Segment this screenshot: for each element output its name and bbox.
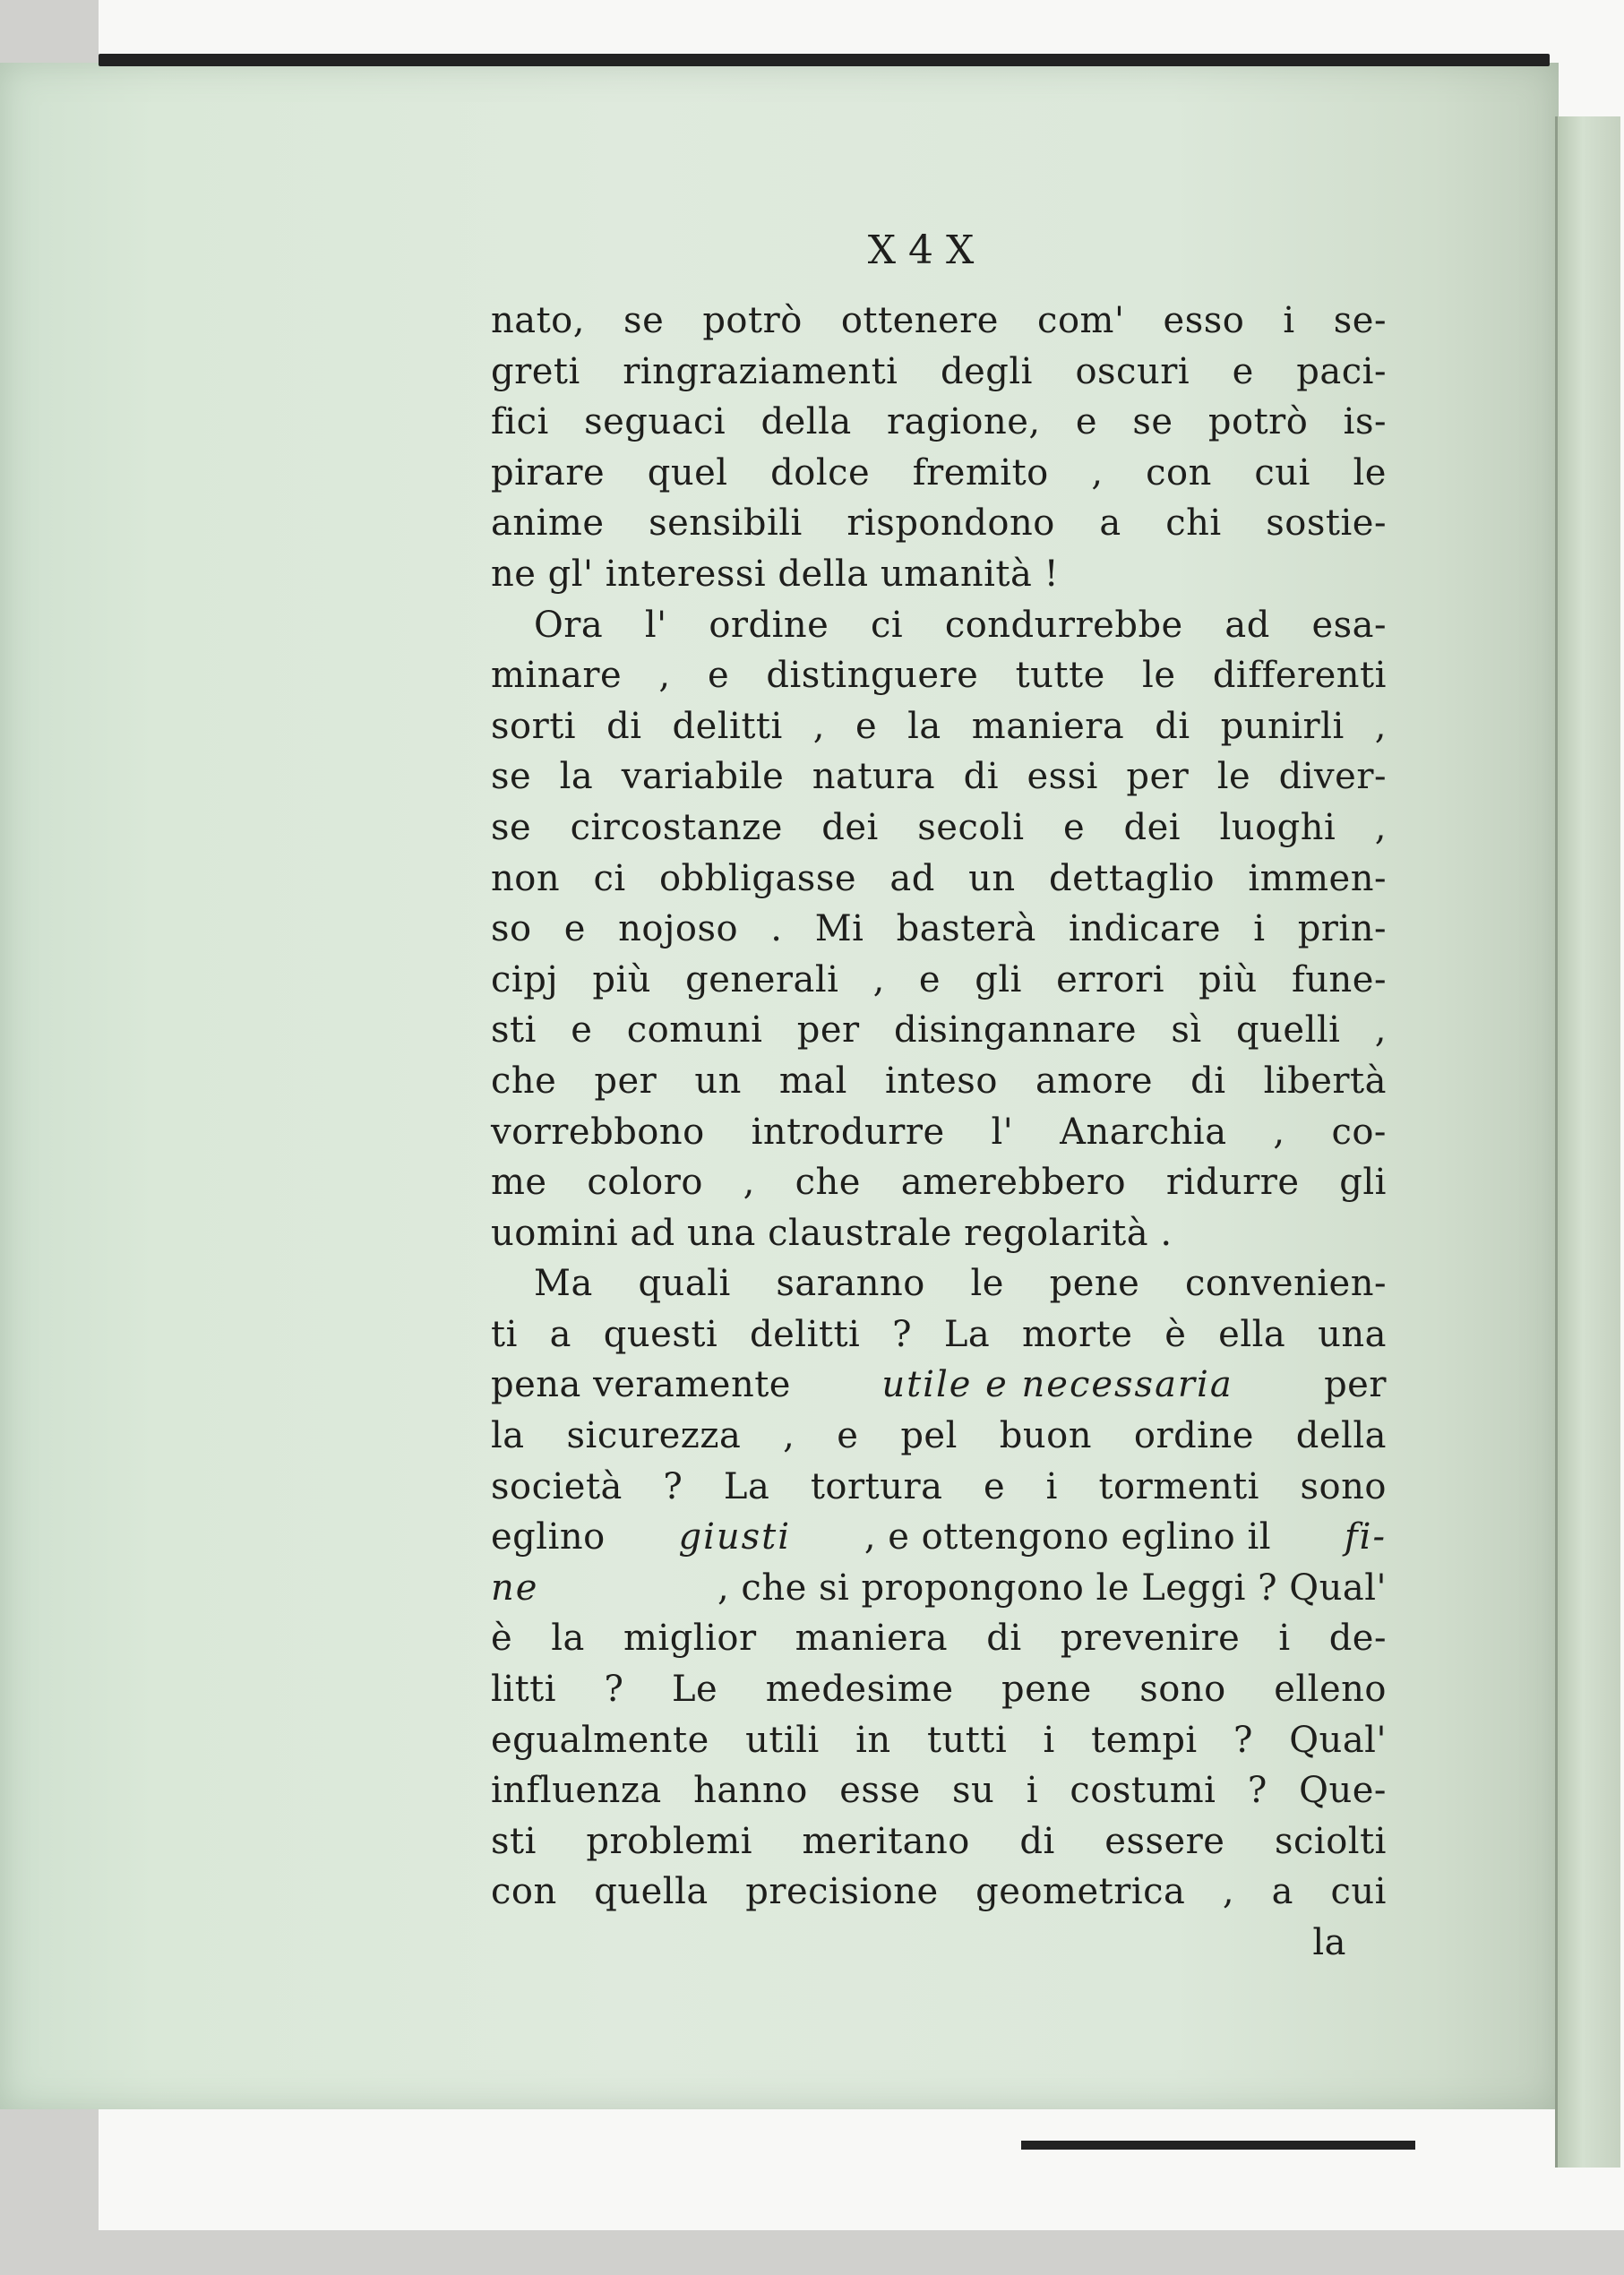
word: degli	[940, 350, 1033, 392]
word: ?	[1247, 1770, 1267, 1812]
word: rispondono	[846, 502, 1055, 545]
word: disingannare	[893, 1009, 1138, 1052]
word: ,	[1091, 451, 1104, 494]
text-line	[491, 1563, 1387, 1614]
word: diver-	[1278, 756, 1387, 798]
word: ?	[1233, 1719, 1253, 1761]
text-line	[491, 1411, 1387, 1462]
word: è	[1164, 1313, 1187, 1355]
word: tormenti	[1098, 1465, 1259, 1507]
justified-words	[491, 904, 1387, 955]
word: se	[491, 756, 532, 798]
word: le	[1142, 655, 1176, 697]
word: delitti	[672, 705, 783, 747]
word: immen-	[1248, 857, 1387, 899]
word: sì	[1171, 1009, 1202, 1052]
text-line	[491, 955, 1387, 1006]
justified-words	[491, 1005, 1387, 1056]
word: ,	[1374, 1009, 1387, 1052]
word: ti	[491, 1313, 518, 1355]
word: fune-	[1291, 958, 1387, 1000]
word: più	[592, 958, 652, 1000]
word: tutti	[926, 1719, 1008, 1761]
word: potrò	[702, 300, 803, 341]
word: costumi	[1070, 1770, 1216, 1812]
word: e	[707, 655, 730, 697]
text-line	[491, 1309, 1387, 1361]
word: amore	[1035, 1060, 1154, 1102]
justified-words	[491, 347, 1387, 398]
word: sti	[491, 1820, 537, 1862]
text-run: per	[1311, 1364, 1387, 1406]
word: elleno	[1274, 1669, 1387, 1711]
justified-words	[491, 955, 1387, 1006]
word: so	[491, 908, 532, 950]
text-line	[491, 397, 1387, 448]
text-line	[491, 1613, 1387, 1664]
word: influenza	[491, 1770, 662, 1812]
word: gli	[1339, 1162, 1387, 1204]
word: sorti	[491, 705, 577, 747]
word: Ora	[534, 604, 604, 646]
catchword-line	[491, 1918, 1387, 1969]
word: esse	[839, 1770, 921, 1812]
word: le	[970, 1263, 1004, 1305]
word: e	[563, 908, 586, 950]
catchword: la	[1312, 1922, 1346, 1963]
word: ,	[783, 1415, 795, 1457]
word: luoghi	[1219, 806, 1336, 848]
word: ad	[889, 857, 935, 899]
word: co-	[1331, 1111, 1387, 1153]
word: ella	[1218, 1313, 1286, 1355]
word: sostie-	[1266, 502, 1387, 545]
word: medesime	[765, 1669, 954, 1711]
word: pel	[900, 1415, 958, 1457]
word: che	[491, 1060, 557, 1102]
text-line	[491, 1107, 1387, 1158]
text-line	[491, 1664, 1387, 1715]
word: ci	[593, 857, 626, 899]
word: quelli	[1236, 1009, 1341, 1052]
text-run: uomini ad una claustrale regolarità .	[491, 1212, 1173, 1254]
word: ci	[870, 604, 904, 646]
text-run: eglino	[491, 1516, 617, 1558]
word: Que-	[1299, 1770, 1387, 1812]
justified-words	[491, 296, 1387, 347]
text-run: ne gl' interessi della umanità !	[491, 553, 1060, 595]
word: esso	[1163, 300, 1245, 341]
italic-text: giusti	[678, 1516, 792, 1558]
justified-words	[491, 1309, 1387, 1361]
word: ordine	[1133, 1415, 1254, 1457]
text-line	[491, 1258, 1387, 1309]
word: nato,	[491, 300, 585, 341]
text-line	[491, 549, 1387, 600]
justified-words	[491, 1411, 1387, 1462]
word: natura	[812, 756, 936, 798]
word: la	[559, 756, 594, 798]
italic-text: utile e necessaria	[881, 1364, 1233, 1406]
justified-words	[491, 854, 1387, 905]
text-line	[491, 1157, 1387, 1208]
word: meritano	[802, 1820, 970, 1862]
word: se	[1132, 401, 1173, 443]
word: quel	[647, 451, 728, 494]
justified-words	[491, 803, 1387, 854]
word: inteso	[884, 1060, 998, 1102]
word: convenien-	[1184, 1263, 1387, 1305]
word: precisione	[745, 1871, 939, 1913]
word: e	[1075, 401, 1098, 443]
word: secoli	[917, 806, 1025, 848]
text-line	[491, 1765, 1387, 1816]
word: per	[796, 1009, 860, 1052]
word: un	[694, 1060, 742, 1102]
word: società	[491, 1465, 623, 1507]
text-line	[491, 347, 1387, 398]
word: sciolti	[1274, 1820, 1387, 1862]
word: esa-	[1311, 604, 1387, 646]
text-line	[491, 803, 1387, 854]
word: a	[1099, 502, 1121, 545]
word: ,	[872, 958, 885, 1000]
word: pirare	[491, 451, 606, 494]
word: e	[1062, 806, 1086, 848]
word: prevenire	[1060, 1618, 1241, 1660]
word: più	[1199, 958, 1258, 1000]
text-line	[491, 904, 1387, 955]
word: errori	[1056, 958, 1164, 1000]
word: in	[855, 1719, 891, 1761]
word: essere	[1104, 1820, 1225, 1862]
text-line	[491, 650, 1387, 701]
text-block	[491, 224, 1387, 1969]
word: condurrebbe	[944, 604, 1183, 646]
word: la	[907, 705, 941, 747]
text-line	[491, 1360, 1387, 1411]
text-run: pena veramente	[491, 1364, 803, 1406]
word: problemi	[586, 1820, 753, 1862]
word: ?	[892, 1313, 913, 1355]
text-line	[491, 600, 1387, 651]
word: su	[952, 1770, 995, 1812]
word: della	[1295, 1415, 1387, 1457]
word: con	[491, 1871, 557, 1913]
word: ,	[1374, 705, 1387, 747]
word: anime	[491, 502, 605, 545]
justified-words	[491, 650, 1387, 701]
text-line	[491, 1867, 1387, 1918]
text-line	[491, 1512, 1387, 1563]
text-line	[491, 1005, 1387, 1056]
word: di	[1190, 1060, 1226, 1102]
word: ,	[812, 705, 825, 747]
word: La	[943, 1313, 991, 1355]
word: indicare	[1069, 908, 1222, 950]
word: gli	[975, 958, 1022, 1000]
word: cui	[1330, 1871, 1387, 1913]
word: amerebbero	[900, 1162, 1127, 1204]
word: i	[1043, 1719, 1055, 1761]
word: l'	[991, 1111, 1014, 1153]
word: ,	[1222, 1871, 1235, 1913]
word: ordine	[709, 604, 829, 646]
word: sono	[1139, 1669, 1226, 1711]
word: buon	[999, 1415, 1092, 1457]
word: i	[1045, 1465, 1058, 1507]
word: e	[918, 958, 941, 1000]
word: Ma	[534, 1263, 593, 1305]
text-line	[491, 498, 1387, 549]
justified-words	[491, 1613, 1387, 1664]
word: Qual'	[1289, 1719, 1387, 1761]
word: Mi	[814, 908, 864, 950]
justified-words	[534, 600, 1387, 651]
word: distinguere	[766, 655, 979, 697]
word: delitti	[750, 1313, 861, 1355]
word: utili	[745, 1719, 820, 1761]
word: ?	[663, 1465, 683, 1507]
justified-words	[491, 397, 1387, 448]
word: di	[963, 756, 999, 798]
word: ?	[604, 1669, 624, 1711]
word: egualmente	[491, 1719, 709, 1761]
word: è	[491, 1618, 513, 1660]
word: di	[986, 1618, 1022, 1660]
justified-words	[491, 448, 1387, 499]
word: con	[1146, 451, 1212, 494]
word: ridurre	[1165, 1162, 1300, 1204]
word: Anarchia	[1060, 1111, 1227, 1153]
text-line	[491, 1462, 1387, 1513]
word: i	[1283, 300, 1295, 341]
word: cipj	[491, 958, 559, 1000]
text-line	[491, 701, 1387, 752]
text-line	[491, 854, 1387, 905]
word: a	[1271, 1871, 1293, 1913]
word: oscuri	[1075, 350, 1190, 392]
text-line	[491, 1715, 1387, 1766]
word: dolce	[770, 451, 871, 494]
italic-text: ne	[491, 1567, 539, 1609]
word: fremito	[912, 451, 1049, 494]
word: se-	[1333, 300, 1387, 341]
word: di	[606, 705, 642, 747]
word: coloro	[587, 1162, 703, 1204]
word: e	[983, 1465, 1006, 1507]
page-bottom-edge	[1021, 2141, 1415, 2150]
word: variabile	[621, 756, 785, 798]
word: i	[1026, 1770, 1038, 1812]
justified-words	[491, 1107, 1387, 1158]
word: sicurezza	[566, 1415, 742, 1457]
word: chi	[1165, 502, 1222, 545]
word: dei	[1123, 806, 1181, 848]
word: tempi	[1091, 1719, 1198, 1761]
word: hanno	[693, 1770, 808, 1812]
word: le	[1216, 756, 1251, 798]
justified-words	[491, 1157, 1387, 1208]
word: per	[1126, 756, 1190, 798]
word: maniera	[795, 1618, 949, 1660]
text-run: , e ottengono eglino il	[852, 1516, 1284, 1558]
word: non	[491, 857, 561, 899]
word: ,	[743, 1162, 755, 1204]
word: ringraziamenti	[623, 350, 898, 392]
word: la	[491, 1415, 525, 1457]
word: basterà	[896, 908, 1036, 950]
word: La	[723, 1465, 770, 1507]
justified-words	[491, 751, 1387, 803]
word: Le	[671, 1669, 718, 1711]
word: comuni	[626, 1009, 763, 1052]
word: e	[1232, 350, 1254, 392]
word: sti	[491, 1009, 537, 1052]
word: paci-	[1296, 350, 1387, 392]
word: miglior	[623, 1618, 757, 1660]
word: cui	[1254, 451, 1310, 494]
word: i	[1253, 908, 1266, 950]
word: me	[491, 1162, 547, 1204]
word: e	[837, 1415, 859, 1457]
adjacent-page-edge	[1555, 116, 1620, 2168]
word: ragione,	[887, 401, 1041, 443]
justified-words	[491, 498, 1387, 549]
text-line	[491, 1056, 1387, 1107]
word: libertà	[1263, 1060, 1387, 1102]
word: potrò	[1207, 401, 1309, 443]
text-line	[491, 751, 1387, 803]
word: ad	[1224, 604, 1270, 646]
justified-words	[491, 1867, 1387, 1918]
word: e	[855, 705, 878, 747]
text-line	[491, 1208, 1387, 1259]
word: dei	[821, 806, 879, 848]
word: punirli	[1220, 705, 1345, 747]
word: quali	[638, 1263, 731, 1305]
word: la	[551, 1618, 585, 1660]
word: se	[623, 300, 665, 341]
word: sono	[1300, 1465, 1387, 1507]
justified-words	[534, 1258, 1387, 1309]
text-line	[491, 296, 1387, 347]
word: obbligasse	[658, 857, 857, 899]
word: di	[1019, 1820, 1055, 1862]
word: questi	[603, 1313, 718, 1355]
word: dettaglio	[1049, 857, 1216, 899]
page-header: Ⅹ 4 Ⅹ	[867, 228, 975, 273]
word: mal	[778, 1060, 847, 1102]
word: a	[549, 1313, 572, 1355]
word: le	[1353, 451, 1387, 494]
word: is-	[1343, 401, 1387, 443]
word: i	[1278, 1618, 1291, 1660]
italic-text: fi-	[1344, 1516, 1387, 1558]
justified-words	[491, 1816, 1387, 1867]
word: generali	[685, 958, 839, 1000]
word: quella	[594, 1871, 709, 1913]
word: ,	[1273, 1111, 1285, 1153]
word: introdurre	[751, 1111, 945, 1153]
justified-words	[491, 1715, 1387, 1766]
word: circostanze	[570, 806, 783, 848]
word: maniera	[971, 705, 1125, 747]
word: una	[1318, 1313, 1387, 1355]
word: tutte	[1015, 655, 1105, 697]
word: .	[770, 908, 783, 950]
text-run: , che si propongono le Leggi ? Qual'	[705, 1567, 1387, 1609]
word: minare	[491, 655, 623, 697]
word: tortura	[810, 1465, 943, 1507]
word: greti	[491, 350, 580, 392]
word: un	[968, 857, 1016, 899]
word: seguaci	[584, 401, 726, 443]
word: di	[1155, 705, 1190, 747]
word: essi	[1027, 756, 1098, 798]
word: differenti	[1212, 655, 1387, 697]
word: saranno	[776, 1263, 925, 1305]
word: de-	[1328, 1618, 1387, 1660]
word: litti	[491, 1669, 557, 1711]
word: prin-	[1297, 908, 1387, 950]
page-top-edge	[99, 54, 1550, 66]
justified-words	[491, 1056, 1387, 1107]
justified-words	[491, 1462, 1387, 1513]
word: l'	[644, 604, 667, 646]
word: pene	[1001, 1669, 1092, 1711]
word: ,	[658, 655, 671, 697]
text-line	[491, 1816, 1387, 1867]
justified-words	[491, 1664, 1387, 1715]
word: ,	[1374, 806, 1387, 848]
text-line	[491, 448, 1387, 499]
word: che	[795, 1162, 861, 1204]
word: e	[571, 1009, 593, 1052]
justified-words	[491, 1765, 1387, 1816]
word: per	[594, 1060, 657, 1102]
word: se	[491, 806, 532, 848]
word: vorrebbono	[491, 1111, 705, 1153]
word: morte	[1022, 1313, 1133, 1355]
word: sensibili	[649, 502, 803, 545]
text-lines	[491, 296, 1387, 1918]
word: fici	[491, 401, 549, 443]
justified-words	[491, 701, 1387, 752]
word: pene	[1049, 1263, 1140, 1305]
word: com'	[1037, 300, 1125, 341]
word: nojoso	[618, 908, 739, 950]
word: geometrica	[975, 1871, 1186, 1913]
word: ottenere	[840, 300, 999, 341]
word: della	[760, 401, 852, 443]
